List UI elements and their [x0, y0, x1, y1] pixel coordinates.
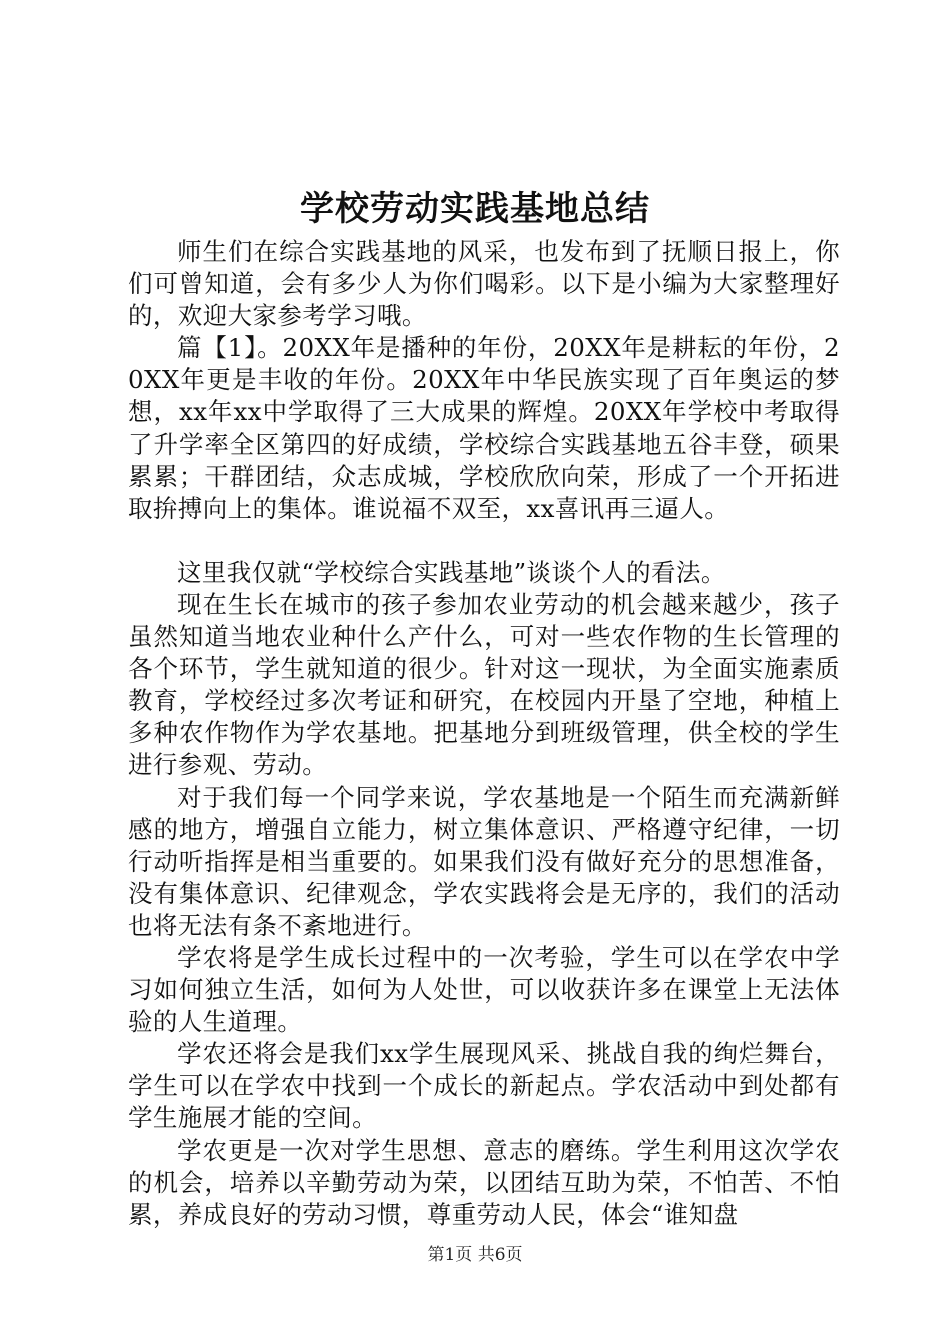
document-title: 学校劳动实践基地总结: [300, 189, 650, 229]
paragraph-background: 现在生长在城市的孩子参加农业劳动的机会越来越少，孩子虽然知道当地农业种什么产什么，可对一些农作物的生长管理的各个环节，学生就知道的很少。针对这一现状，为全面实施素质教育，学校经过多次考证和研究，在校园内开垦了空地，种植上多种农作物作为学农基地。把基地分到班级管理，供全校的学生进行参观、劳动。: [128, 589, 840, 780]
page-number: 第1页 共6页: [427, 1245, 523, 1265]
paragraph-stage: 学农还将会是我们xx学生展现风采、挑战自我的绚烂舞台，学生可以在学农中找到一个成长的新起点。学农活动中到处都有学生施展才能的空间。: [128, 1039, 840, 1133]
paragraph-opinion: 这里我仅就“学校综合实践基地”谈谈个人的看法。: [177, 557, 726, 587]
paragraph-significance: 对于我们每一个同学来说，学农基地是一个陌生而充满新鲜感的地方，增强自立能力，树立集体意识、严格遵守纪律，一切行动听指挥是相当重要的。如果我们没有做好充分的思想准备，没有集体意识、纪律观念，学农实践将会是无序的，我们的活动也将无法有条不紊地进行。: [128, 782, 840, 940]
paragraph-training: 学农更是一次对学生思想、意志的磨练。学生利用这次学农的机会，培养以辛勤劳动为荣，以团结互助为荣，不怕苦、不怕累，养成良好的劳动习惯，尊重劳动人民，体会“谁知盘: [128, 1135, 840, 1229]
paragraph-test: 学农将是学生成长过程中的一次考验，学生可以在学农中学习如何独立生活，如何为人处世，可以收获许多在课堂上无法体验的人生道理。: [128, 942, 840, 1037]
paragraph-intro: 师生们在综合实践基地的风采，也发布到了抚顺日报上，你们可曾知道，会有多少人为你们喝彩。以下是小编为大家整理好的，欢迎大家参考学习哦。: [128, 237, 840, 331]
paragraph-part-1: 篇【1】。20XX年是播种的年份，20XX年是耕耘的年份，20XX年更是丰收的年份。20XX年中华民族实现了百年奥运的梦想，xx年xx中学取得了三大成果的辉煌。20XX年学校中考取得了升学率全区第四的好成绩，学校综合实践基地五谷丰登，硕果累累；干群团结，众志成城，学校欣欣向荣，形成了一个开拓进取拚搏向上的集体。谁说福不双至，xx喜讯再三逼人。: [128, 333, 840, 523]
document-body: [128, 236, 840, 1231]
paragraph-spacer: [128, 525, 840, 557]
